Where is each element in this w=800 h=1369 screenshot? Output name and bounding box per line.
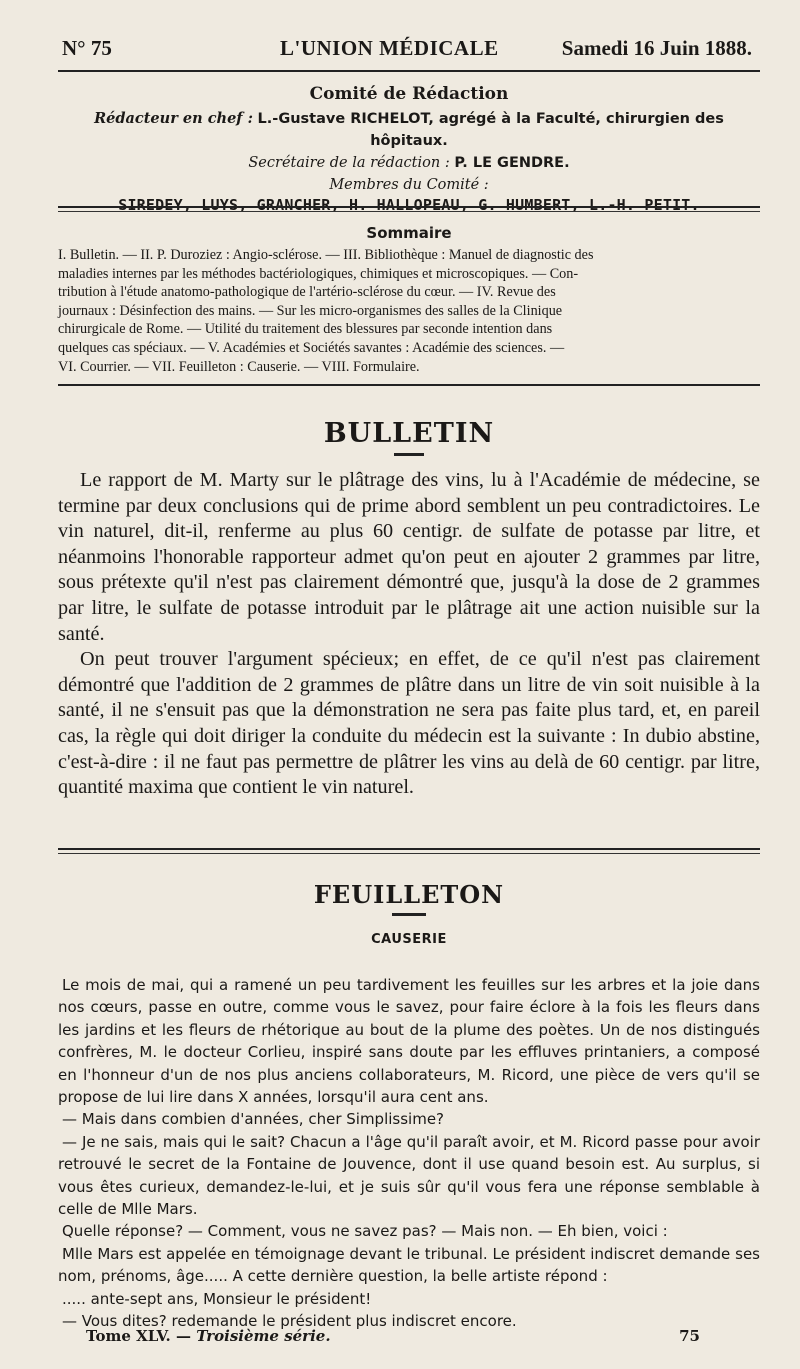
feuilleton-header <box>58 880 760 947</box>
committee-members: SIREDEY, LUYS, GRANCHER, H. HALLOPEAU, G. HUMBERT, L.-H. PETIT. <box>118 196 700 214</box>
issue-date: Samedi 16 Juin 1888. <box>561 36 752 60</box>
feuilleton-paragraph: Le mois de mai, qui a ramené un peu tardivement les feuilles sur les arbres et la joie dans nos cœurs, passe en outre, comme vous le savez, pour faire éclore à la fois les fleurs dans les jardins et les fleurs de rhétorique au bout de la plume des poètes. Un de nos distingués confrères, M. le docteur Corlieu, inspiré sans doute par les effluves printaniers, a composé en l'honneur d'un de nos plus anciens collaborateurs, M. Ricord, une pièce de vers qu'il se propose de lui lire dans X années, lorsqu'il aura cent ans. <box>58 976 760 1107</box>
feuilleton-body <box>58 974 760 1333</box>
separator-rule-3 <box>58 848 760 850</box>
sommaire-line: maladies internes par les méthodes bactériologiques, chimiques et microscopiques. — Con- <box>58 265 579 282</box>
sommaire-block <box>58 224 760 376</box>
sommaire-line: tribution à l'étude anatomo-pathologique de l'artério-sclérose du cœur. — IV. Revue des <box>58 284 556 301</box>
bulletin-body <box>58 468 760 801</box>
chief-editor-line: Rédacteur en chef : L.-Gustave RICHELOT, agrégé à la Faculté, chirurgien des hôpitaux. <box>94 110 724 149</box>
sommaire-text <box>58 246 760 376</box>
feuilleton-paragraph: — Je ne sais, mais qui le sait? Chacun a l'âge qu'il paraît avoir, et M. Ricord passe pour avoir retrouvé le secret de la Fontaine de Jouvence, dont il use quand besoin est. Au surplus, si vous êtes curieux, demandez-le-lui, et je suis sûr qu'il vous fera une réponse semblable à celle de Mlle Mars. <box>58 1132 760 1219</box>
separator-rule-1b <box>58 211 760 212</box>
feuilleton-paragraph: Quelle réponse? — Comment, vous ne savez pas? — Mais non. — Eh bien, voici : <box>62 1222 668 1241</box>
sommaire-line: chirurgicale de Rome. — Utilité du traitement des blessures par seconde intention dans <box>58 321 553 338</box>
feuilleton-paragraph: — Mais dans combien d'années, cher Simplissime? <box>62 1110 445 1129</box>
feuilleton-paragraph: Mlle Mars est appelée en témoignage devant le tribunal. Le président indiscret demande ses nom, prénoms, âge..... A cette dernière question, la belle artiste répond : <box>58 1244 760 1286</box>
separator-rule-1 <box>58 206 760 208</box>
footer-tome: Tome XLV. — Troisième série. <box>86 1327 331 1345</box>
feuilleton-dash <box>392 913 426 916</box>
page-footer <box>86 1327 700 1351</box>
masthead-rule <box>58 70 760 72</box>
sommaire-title: Sommaire <box>366 224 452 242</box>
bulletin-header <box>58 418 760 456</box>
separator-rule-3b <box>58 853 760 854</box>
chief-editor-name: L.-Gustave RICHELOT, agrégé à la Faculté, chirurgien des hôpitaux. <box>257 111 724 149</box>
sommaire-line: quelques cas spéciaux. — V. Académies et Sociétés savantes : Académie des sciences. — <box>58 339 565 356</box>
members-label: Membres du Comité : <box>329 177 489 193</box>
feuilleton-paragraph: — Vous dites? redemande le président plus indiscret encore. <box>62 1312 517 1331</box>
sommaire-line: I. Bulletin. — II. P. Duroziez : Angio-sclérose. — III. Bibliothèque : Manuel de diagnostic des <box>58 247 594 263</box>
separator-rule-2 <box>58 384 760 386</box>
sommaire-line: journaux : Désinfection des mains. — Sur les micro-organismes des salles de la Clinique <box>58 302 563 319</box>
causerie-subtitle: CAUSERIE <box>371 932 447 947</box>
feuilleton-paragraph: ..... ante-sept ans, Monsieur le président! <box>62 1289 372 1308</box>
secretary-line: Secrétaire de la rédaction : P. LE GENDRE. <box>248 155 570 171</box>
bulletin-paragraph: On peut trouver l'argument spécieux; en effet, de ce qu'il n'est pas clairement démontré que l'addition de 2 grammes de plâtre dans un litre de vin soit nuisible à la santé, il ne s'ensuit pas que la démonstration ne sera pas faite plus tard, et, en pareil cas, la règle qui doit diriger la conduite du médecin est la suivante : In dubio abstine, c'est-à-dire : il ne faut pas permettre de plâtrer les vins au delà de 60 centigr. par litre, quantité maxima que contient le vin naturel. <box>58 648 760 799</box>
journal-title: L'UNION MÉDICALE <box>280 36 499 60</box>
sommaire-line: VI. Courrier. — VII. Feuilleton : Causerie. — VIII. Formulaire. <box>58 358 420 375</box>
comite-title: Comité de Rédaction <box>309 84 509 104</box>
comite-block <box>58 84 760 214</box>
issue-number: N° 75 <box>62 36 112 60</box>
secretary-name: P. LE GENDRE. <box>454 155 570 171</box>
bulletin-paragraph: Le rapport de M. Marty sur le plâtrage des vins, lu à l'Académie de médecine, se termine par deux conclusions qui de prime abord semblent un peu contradictoires. Le vin naturel, dit-il, renferme au plus 60 centigr. de sulfate de potasse par litre, et néanmoins l'honorable rapporteur admet qu'on peut en ajouter 2 grammes par litre, sous prétexte qu'il n'est pas clairement démontré que, jusqu'à la dose de 2 grammes par litre, le sulfate de potasse introduit par le plâtrage ait une action nuisible sur la santé. <box>58 469 760 645</box>
masthead <box>58 36 760 66</box>
bulletin-title: BULLETIN <box>323 418 495 449</box>
bulletin-dash <box>394 453 424 456</box>
feuilleton-title: FEUILLETON <box>313 880 505 909</box>
footer-page-number: 75 <box>679 1327 700 1345</box>
